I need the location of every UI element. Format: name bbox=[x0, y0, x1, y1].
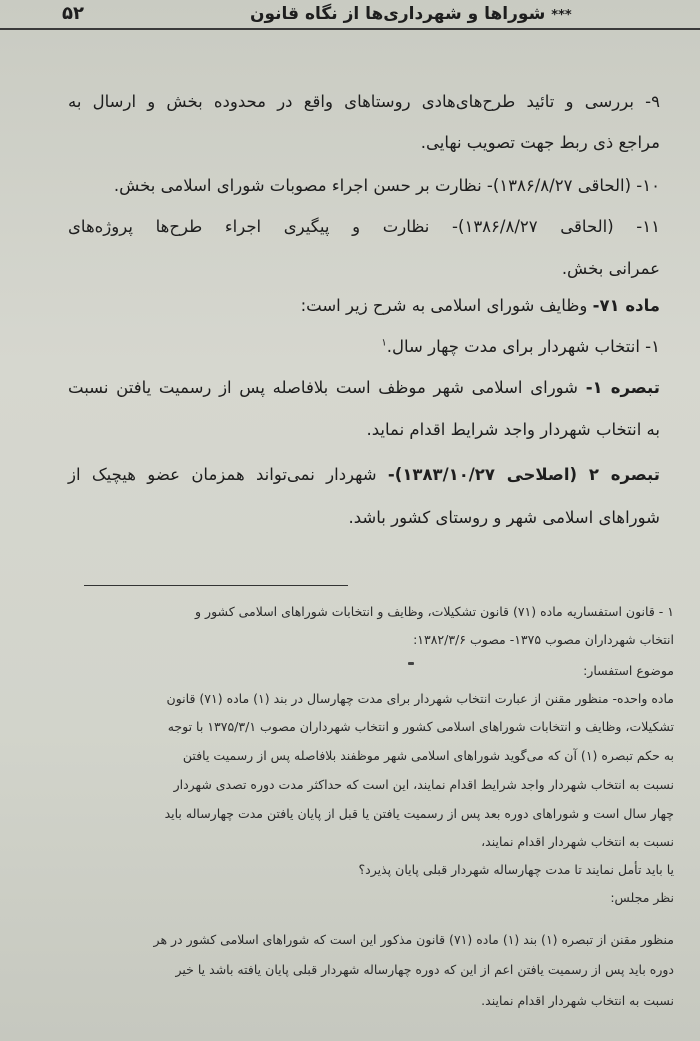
item-9-line-1: ۹- بررسی و تائید طرح‌های‌هادی روستاهای واقع در محدوده بخش و ارسال به bbox=[68, 92, 660, 111]
note-2-line-1 bbox=[68, 465, 660, 485]
note-1-text: شورای اسلامی شهر موظف است بلافاصله پس از رسمیت یافتن نسبت bbox=[68, 378, 586, 397]
page-header bbox=[0, 0, 700, 30]
footnote-line: ۱ - قانون استفساریه ماده (۷۱) قانون تشکیلات، وظایف و انتخابات شوراهای اسلامی کشور و bbox=[195, 604, 674, 619]
note-2-line-2: شوراهای اسلامی شهر و روستای کشور باشد. bbox=[348, 508, 660, 527]
header-stars: *** bbox=[551, 8, 572, 23]
footnote-line: نظر مجلس: bbox=[610, 890, 674, 905]
footnote-line: نسبت به انتخاب شهردار اقدام نمایند، bbox=[481, 834, 674, 849]
note-2-text: شهردار نمی‌تواند همزمان عضو هیچیک از bbox=[68, 465, 388, 484]
footnote-line: یا باید تأمل نمایند تا مدت چهارساله شهردار قبلی پایان پذیرد؟ bbox=[358, 862, 674, 877]
item-9-line-2: مراجع ذی ربط جهت تصویب نهایی. bbox=[420, 133, 660, 152]
footnote-line: چهار سال است و شوراهای دوره بعد پس از رسمیت یافتن یا قبل از پایان یافتن مدت چهارساله باید bbox=[164, 806, 674, 821]
item-10: ۱۰- (الحاقی ۱۳۸۶/۸/۲۷)- نظارت بر حسن اجراء مصوبات شورای اسلامی بخش. bbox=[113, 176, 660, 195]
footnote-reference: ۱ bbox=[381, 337, 387, 349]
footnote-line: انتخاب شهرداران مصوب ۱۳۷۵- مصوب ۱۳۸۲/۳/۶: bbox=[413, 632, 674, 647]
article-71-item-1 bbox=[68, 337, 660, 357]
item-11-line-1: ۱۱- (الحاقی ۱۳۸۶/۸/۲۷)- نظارت و پیگیری اجراء طرح‌ها پروژه‌های bbox=[68, 217, 660, 236]
footnote-line: موضوع استفسار: bbox=[583, 663, 674, 678]
note-2-label: تبصره ۲ (اصلاحی ۱۳۸۳/۱۰/۲۷)- bbox=[387, 465, 660, 484]
note-1-label: تبصره ۱- bbox=[585, 378, 660, 397]
article-71-text: وظایف شورای اسلامی به شرح زیر است: bbox=[300, 296, 593, 315]
article-71-label: ماده ۷۱- bbox=[592, 296, 660, 315]
footnote-line: نسبت به انتخاب شهردار واجد شرایط اقدام نمایند، این است که حداکثر مدت دوره تصدی شهردار bbox=[173, 777, 674, 792]
footnote-line: ماده واحده- منظور مقنن از عبارت انتخاب شهردار برای مدت چهارسال در بند (۱) ماده (۷۱) قانون bbox=[166, 691, 674, 706]
article-71-heading bbox=[68, 296, 660, 316]
footnote-separator bbox=[84, 585, 348, 586]
footnote-line: دوره باید پس از رسمیت یافتن اعم از این که دوره چهارساله شهردار قبلی پایان یافته باشد یا خیر bbox=[175, 962, 674, 977]
item-11-line-2: عمرانی بخش. bbox=[561, 259, 660, 278]
footnote-line: تشکیلات، وظایف و انتخابات شوراهای اسلامی کشور و انتخاب شهرداران مصوب ۱۳۷۵/۳/۱ با توجه bbox=[167, 719, 674, 734]
page-number: ۵۲ bbox=[62, 3, 84, 24]
note-1-line-1 bbox=[68, 378, 660, 398]
note-1-line-2: به انتخاب شهردار واجد شرایط اقدام نماید. bbox=[366, 420, 660, 439]
footnote-line: نسبت به انتخاب شهردار اقدام نمایند. bbox=[481, 993, 674, 1008]
article-71-item-1-text: ۱- انتخاب شهردار برای مدت چهار سال. bbox=[386, 337, 660, 356]
running-title bbox=[250, 4, 578, 24]
footnote-line: به حکم تبصره (۱) آن که می‌گوید شوراهای اسلامی شهر موظفند بلافاصله پس از رسمیت یافتن bbox=[182, 748, 674, 763]
book-title: شوراها و شهرداری‌ها از نگاه قانون bbox=[250, 4, 546, 24]
footnote-line: منظور مقنن از تبصره (۱) بند (۱) ماده (۷۱) قانون مذکور این است که شوراهای اسلامی کشور در هر bbox=[153, 932, 674, 947]
